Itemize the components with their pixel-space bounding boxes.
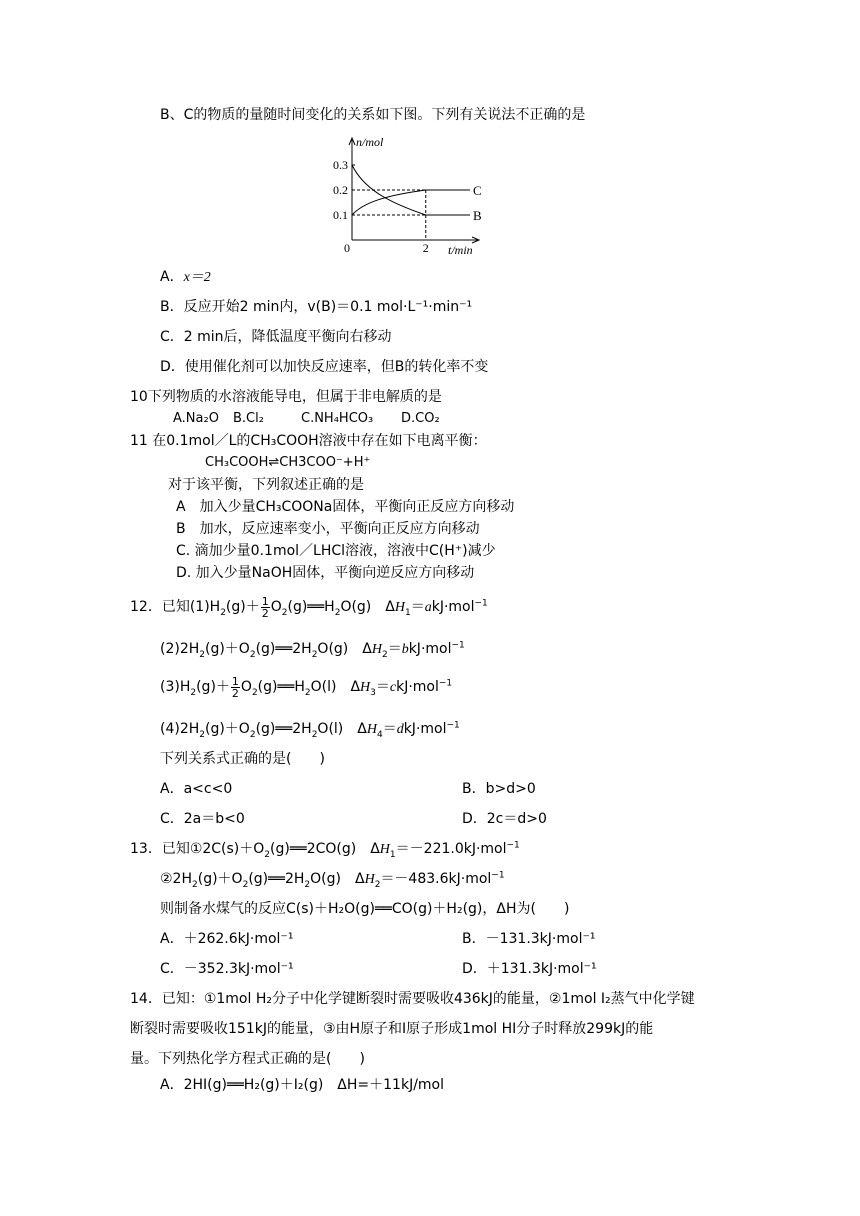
q13-option-b: B．－131.3kJ·mol⁻¹	[462, 931, 596, 947]
q11-equation: CH₃COOH⇌CH3COO⁻+H⁺	[205, 455, 371, 470]
q13-equation-2: $②2H_2(g)+O_2(g)══2H_2O(g)$ $\Delta H_2=-483.6kJ\cdot mol^{-1}$	[160, 870, 505, 890]
q13-prompt: 则制备水煤气的反应C(s)＋H₂O(g)══CO(g)＋H₂(g)，ΔH为( )	[160, 901, 570, 917]
x-axis-label: t/min	[448, 243, 473, 257]
q10-stem: 10下列物质的水溶液能导电，但属于非电解质的是	[130, 389, 442, 405]
q11-option-c: C. 滴加少量0.1mol／LHCl溶液，溶液中C(H⁺)减少	[176, 543, 496, 559]
x-tick-label: 0	[344, 241, 350, 255]
series-line-c	[352, 190, 470, 215]
q11-option-b: B 加水，反应速率变小，平衡向正反应方向移动	[176, 521, 480, 537]
q9-option-a: A．x＝2	[160, 269, 211, 285]
q14-line-1: 14．已知：①1mol H₂分子中化学键断裂时需要吸收436kJ的能量，②1mol I₂蒸气中化学键	[130, 991, 695, 1007]
q12-equation-4: $(4)2H_2(g)+O_2(g)══2H_2O(l)$ $\Delta H_4=dkJ\cdot mol^{-1}$	[160, 720, 460, 740]
q11-stem: 11 在0.1mol／L的CH₃COOH溶液中存在如下电离平衡：	[130, 433, 487, 449]
q9-chart	[328, 134, 488, 258]
series-label-b: B	[473, 208, 482, 223]
q13-equation-1: 13．已知$①2C(s)+O_2(g)══2CO(g)$ $\Delta H_1=-221.0kJ\cdot mol^{-1}$	[130, 840, 520, 860]
y-axis-label: n/mol	[356, 135, 384, 149]
q10-option-a: A.Na₂O	[173, 411, 219, 426]
y-tick-label: 0.3	[333, 158, 348, 172]
q10-option-d: D.CO₂	[401, 411, 440, 426]
q14-line-2: 断裂时需要吸收151kJ的能量，③由H原子和I原子形成1mol HI分子时释放299kJ的能	[130, 1021, 654, 1037]
q14-line-3: 量。下列热化学方程式正确的是( )	[130, 1051, 365, 1067]
q14-option-a: A．2HI(g)══H₂(g)＋I₂(g) ΔH=＋11kJ/mol	[160, 1077, 445, 1093]
q11-option-d: D. 加入少量NaOH固体，平衡向逆反应方向移动	[176, 565, 475, 581]
q12-option-d: D．2c＝d>0	[462, 811, 547, 827]
q13-option-c: C．－352.3kJ·mol⁻¹	[160, 961, 294, 977]
q13-option-a: A．＋262.6kJ·mol⁻¹	[160, 931, 294, 947]
q12-equation-3: $(3)H_2(g)+$ $\frac{1}{2}$ $O_2(g)══H_2O(l)$ $\Delta H_3=ckJ\cdot mol^{-1}$	[160, 674, 453, 700]
q10-options	[173, 410, 440, 428]
q10-option-c: C.NH₄HCO₃	[301, 411, 374, 426]
q9-option-c: C．2 min后，降低温度平衡向右移动	[160, 329, 392, 345]
q9-option-d: D．使用催化剂可以加快反应速率，但B的转化率不变	[160, 359, 489, 375]
q11-prompt: 对于该平衡，下列叙述正确的是	[168, 477, 364, 493]
q10-option-b: B.Cl₂	[233, 411, 264, 426]
y-tick-label: 0.1	[333, 208, 348, 222]
q12-equation-1: 12．已知$(1)H_2(g)+$ $\frac{1}{2}$ $O_2(g)══H_2O(g)$ $\Delta H_1=akJ\cdot mol^{-1}$	[130, 594, 488, 620]
q12-prompt: 下列关系式正确的是( )	[160, 751, 325, 767]
q12-option-c: C．2a＝b<0	[160, 811, 245, 827]
series-label-c: C	[473, 183, 482, 198]
q9-stem: B、C的物质的量随时间变化的关系如下图。下列有关说法不正确的是	[160, 107, 586, 123]
q12-option-a: A．a<c<0	[160, 781, 233, 797]
q12-equation-2: $(2)2H_2(g)+O_2(g)══2H_2O(g)$ $\Delta H_2=bkJ\cdot mol^{-1}$	[160, 640, 465, 660]
x-tick-label: 2	[422, 241, 429, 255]
q12-option-b: B．b>d>0	[462, 781, 536, 797]
q13-option-d: D．＋131.3kJ·mol⁻¹	[462, 961, 597, 977]
q11-option-a: A 加入少量CH₃COONa固体，平衡向正反应方向移动	[176, 499, 515, 515]
q9-option-b: B．反应开始2 min内，v(B)＝0.1 mol·L⁻¹·min⁻¹	[160, 299, 473, 315]
y-tick-label: 0.2	[333, 183, 348, 197]
